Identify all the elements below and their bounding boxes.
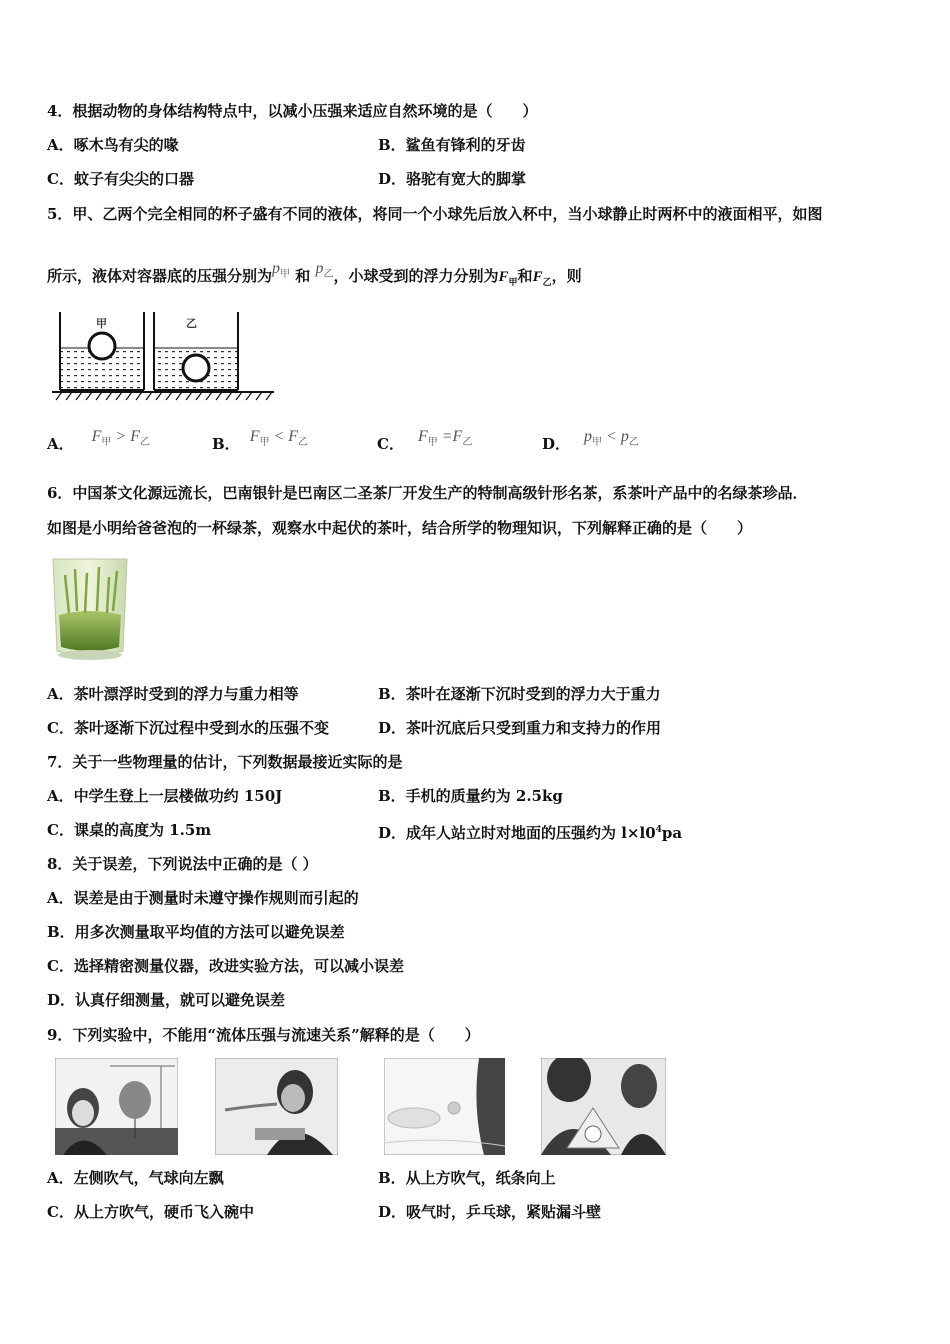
q6-stem-line1: 6．中国茶文化源远流长，巴南银针是巴南区二圣茶厂开发生产的特制高级针形名茶，系茶叶产品中的名绿茶珍品． [47,484,808,502]
q5-option-c: C． $F_甲 =F_乙$ [377,428,473,453]
q6-stem-line2: 如图是小明给爸爸泡的一杯绿茶，观察水中起伏的茶叶，结合所学的物理知识，下列解释正确的是（ ） [47,519,753,537]
q9-option-d: D．吸气时，乒乓球，紧贴漏斗壁 [378,1203,602,1221]
q5-option-d: D． $p_甲 < p_乙$ [542,428,639,453]
q7-stem: 7．关于一些物理量的估计，下列数据最接近实际的是 [47,753,403,771]
q4-option-a: A．啄木鸟有尖的喙 [47,136,179,154]
q6-option-a: A．茶叶漂浮时受到的浮力与重力相等 [47,685,299,703]
q5-stem-line2: 所示，液体对容器底的压强分别为$p_甲$ 和 $p_乙$，小球受到的浮力分别为$F_甲$和$F_乙$，则 [47,260,582,287]
q8-option-d: D．认真仔细测量，就可以避免误差 [47,991,286,1009]
q4-stem: 4．根据动物的身体结构特点中，以减小压强来适应自然环境的是（ ） [47,102,538,120]
q9-stem: 9．下列实验中，不能用“流体压强与流速关系”解释的是（ ） [47,1026,480,1044]
ground [52,392,274,400]
ball-yi [183,355,209,381]
q6-option-c: C．茶叶逐渐下沉过程中受到水的压强不变 [47,719,329,737]
cup-label-yi: 乙 [186,317,197,330]
q8-option-b: B．用多次测量取平均值的方法可以避免误差 [47,923,345,941]
q9-option-c: C．从上方吹气，硬币飞入碗中 [47,1203,254,1221]
q4-option-b: B．鲨鱼有锋利的牙齿 [378,136,526,154]
cup-yi [154,312,238,390]
q6-option-d: D．茶叶沉底后只受到重力和支持力的作用 [378,719,662,737]
q5-option-a: A． $F_甲 > F_乙$ [47,428,150,453]
q9-option-b: B．从上方吹气，纸条向上 [378,1169,556,1187]
q4-option-c: C．蚊子有尖尖的口器 [47,170,194,188]
q7-option-a: A．中学生登上一层楼做功约 150J [47,787,283,805]
ball-jia [89,333,115,359]
q8-option-a: A．误差是由于测量时未遵守操作规则而引起的 [47,889,359,907]
q5-option-b: B． $F_甲 < F_乙$ [212,428,309,453]
q5-stem-line1: 5．甲、乙两个完全相同的杯子盛有不同的液体，将同一个小球先后放入杯中，当小球静止时两杯中的液面相平，如图 [47,205,823,223]
photo-coin-into-bowl [384,1058,505,1155]
q8-stem: 8．关于误差，下列说法中正确的是（ ） [47,855,318,873]
photo-paper-strip-blowing [215,1058,338,1155]
q7-option-d: D．成年人站立时对地面的压强约为 $l\times l0^4pa$ [378,824,683,842]
q7-option-c: C．课桌的高度为 1.5m [47,821,212,839]
cups-figure [52,308,274,404]
photo-balloon-blowing [55,1058,178,1155]
q6-option-b: B．茶叶在逐渐下沉时受到的浮力大于重力 [378,685,661,703]
q9-option-a: A．左侧吹气，气球向左飘 [47,1169,224,1187]
photo-ping-pong-funnel [541,1058,666,1155]
green-tea-glass-image [47,555,133,665]
cup-jia [60,312,144,390]
q8-option-c: C．选择精密测量仪器，改进实验方法，可以减小误差 [47,957,404,975]
q7-option-b: B．手机的质量约为 2.5kg [378,787,563,805]
q4-option-d: D．骆驼有宽大的脚掌 [378,170,527,188]
cup-label-jia: 甲 [96,317,107,330]
